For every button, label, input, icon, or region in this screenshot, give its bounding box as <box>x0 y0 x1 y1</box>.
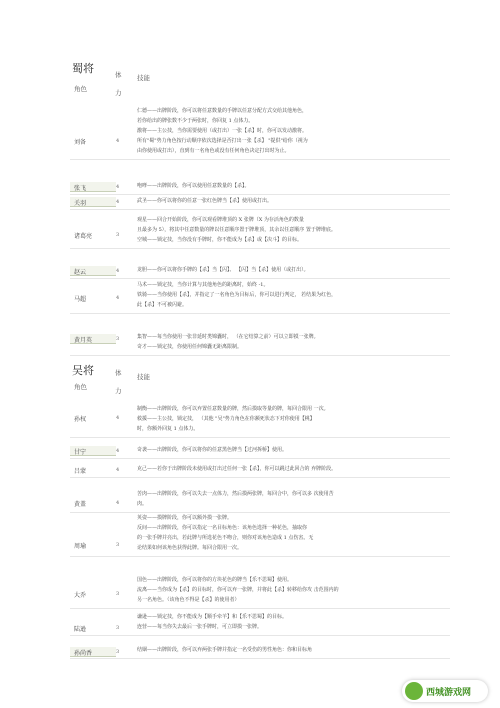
skill-text-line: 谦逊——锁定技，你不能成为【顺手牵羊】和【乐不思蜀】的目标。 <box>137 614 288 620</box>
character-hp: 4 <box>116 138 120 144</box>
column-header-hp-wu-text: 体力 <box>115 369 122 395</box>
character-hp: 3 <box>116 336 120 342</box>
skill-text-line: 流离——当你成为【杀】的目标时，你可以弃一张牌，并将此【杀】转移给你攻 击范围内的 <box>137 587 339 593</box>
row-divider <box>70 658 450 659</box>
logo-text: 西城游戏网 <box>426 688 472 698</box>
skill-text-line: 论结果如何该角色获得此牌。每回合限用一次。 <box>137 545 243 551</box>
character-name: 孙权 <box>74 416 87 423</box>
skill-text-line: 所有"蜀"势力角色按行动顺序依次选择是否打出一张【杀】 "提供"给你（视为 <box>137 138 308 144</box>
skill-text-line: 反间——出牌阶段，你可以指定一名目标角色：该角色选择一种花色，抽取你 <box>137 525 308 531</box>
character-hp: 3 <box>116 649 120 655</box>
character-name: 黄月英 <box>74 337 93 344</box>
row-divider <box>70 458 450 459</box>
character-name: 赵云 <box>74 269 87 276</box>
row-divider <box>70 209 450 210</box>
character-name: 诸葛亮 <box>74 233 93 240</box>
character-name: 吕蒙 <box>74 468 87 475</box>
row-divider <box>70 608 450 609</box>
skill-text-line: 马术——锁定技，当你计算与其他角色的距离时，始终 -1。 <box>137 282 269 288</box>
skill-text-line: 的一张手牌并亮出，若此牌与所选花色不吻合，则你对该角色造成 1 点伤害。无 <box>137 535 314 541</box>
skill-text-line: 肉。 <box>137 501 148 507</box>
character-hp: 4 <box>116 448 120 454</box>
row-divider <box>70 248 450 249</box>
column-header-skill: 技能 <box>137 74 150 82</box>
row-divider <box>70 313 450 314</box>
character-name: 张飞 <box>74 185 87 192</box>
character-hp: 4 <box>116 415 120 421</box>
skill-text-line: 仁德——出牌阶段，你可以将任意数量的手牌以任意分配方式交给其他角色， <box>137 108 308 114</box>
character-name: 陆逊 <box>74 626 87 633</box>
row-divider <box>70 355 450 356</box>
column-header-hp <box>115 66 123 102</box>
site-logo <box>402 680 488 702</box>
character-name: 甘宁 <box>74 449 87 456</box>
skill-text-line: 连营——每当你失去最后一张手牌时，可立即摸一张牌。 <box>137 624 263 630</box>
row-divider <box>70 159 450 160</box>
skill-text-line: 此【杀】不可被闪避。 <box>137 302 188 308</box>
row-divider <box>70 477 450 478</box>
column-header-role-wu: 角色 <box>74 383 87 391</box>
column-header-skill-wu: 技能 <box>137 373 150 381</box>
column-header-role: 角色 <box>74 85 87 93</box>
character-hp: 4 <box>116 500 120 506</box>
character-hp: 3 <box>116 232 120 238</box>
skill-text-line: 咆哮——出牌阶段，你可以使用任意数量的【杀】。 <box>137 183 250 189</box>
skill-text-line: 由你使用或打出），直到有一名角色或没有任何角色决定打出时为止。 <box>137 148 290 154</box>
row-divider <box>70 512 450 513</box>
skill-text-line: 观星——回合开始阶段，你可以观看牌堆顶的 X 张牌（X 为存活角色的数量 <box>137 217 304 223</box>
character-hp: 3 <box>116 625 120 631</box>
skill-text-line: 结姻——出牌阶段，你可以弃两张手牌并指定一名受伤的男性角色：你和目标角 <box>137 647 313 653</box>
skill-text-line: 若你给出的牌张数不少于两张时，你回复 1 点体力。 <box>137 118 254 124</box>
skill-text-line: 奇袭——出牌阶段，你可以将你的任意黑色牌当【过河拆桥】使用。 <box>137 447 288 453</box>
column-header-hp-text: 体力 <box>115 71 122 97</box>
skill-text-line: 龙胆——你可以将你手牌的【杀】当【闪】、 【闪】当【杀】使用（或打出）。 <box>137 267 309 273</box>
character-name: 周瑜 <box>74 543 87 550</box>
row-divider <box>70 194 450 195</box>
skill-text-line: 制衡——出牌阶段，你可以弃置任意数量的牌，然后摸取等量的牌，每回合限用 一次。 <box>137 406 329 412</box>
skill-text-line: 奇才——锁定技，你使用任何锦囊无距离限制。 <box>137 344 243 350</box>
skill-text-line: 空城——锁定技，当你没有手牌时，你不能成为【杀】或【决斗】的目标。 <box>137 237 303 243</box>
character-hp: 3 <box>116 591 120 597</box>
skill-text-line: 且最多为 5），将其中任意数量的牌以任意顺序置于牌堆顶，其余以任意顺序 置于牌堆底。 <box>137 227 336 233</box>
logo-badge-icon <box>405 682 423 700</box>
column-header-hp-wu <box>115 364 123 400</box>
skill-text-line: 英姿——摸牌阶段，你可以额外摸一张牌。 <box>137 515 233 521</box>
skill-text-line: 国色——出牌阶段，你可以将你的方块花色的牌当【乐不思蜀】使用。 <box>137 577 293 583</box>
skill-text-line: 时，你额外回复 1 点体力。 <box>137 426 199 432</box>
character-hp: 4 <box>116 184 120 190</box>
skill-text-line: 集智——每当你使用一张非延时类锦囊时， （在它结算之前）可以立即摸一张牌。 <box>137 334 319 340</box>
character-name: 刘备 <box>74 139 87 146</box>
character-hp: 4 <box>116 295 120 301</box>
row-divider <box>70 437 450 438</box>
skill-text-line: 激将——主公技，当你需要使用（或打出）一张【杀】时，你可以发动激将。 <box>137 128 308 134</box>
character-hp: 4 <box>116 467 120 473</box>
row-divider <box>70 278 450 279</box>
skill-text-line: 铁骑——当你使用【杀】，并指定了一名角色为目标后，你可以进行判定， 若结果为红色， <box>137 292 337 298</box>
row-divider <box>70 635 450 636</box>
skill-text-line: 武圣——你可以将你的任意一张红色牌当【杀】使用或打出。 <box>137 198 273 204</box>
character-name: 马超 <box>74 296 87 303</box>
character-hp: 4 <box>116 199 120 205</box>
character-name: 关羽 <box>74 200 87 207</box>
character-hp: 4 <box>116 268 120 274</box>
row-divider <box>70 556 450 557</box>
character-name: 大乔 <box>74 592 87 599</box>
skill-text-line: 救援——主公技，锁定技， （其他 "吴"势力角色在你濒死状态下对你使用【桃】 <box>137 416 315 422</box>
character-name: 黄盖 <box>74 501 87 508</box>
skill-text-line: 另一名角色。（该角色不得是【杀】的使用者） <box>137 597 240 603</box>
section-title-shu: 蜀将 <box>72 62 94 75</box>
skill-text-line: 克己——若你于出牌阶段未使用或打出过任何一张【杀】，你可以跳过此回合的 弃牌阶段。 <box>137 466 337 472</box>
character-hp: 3 <box>116 542 120 548</box>
section-title-wu: 吴将 <box>72 364 94 377</box>
skill-text-line: 苦肉——出牌阶段，你可以失去一点体力，然后摸两张牌，每回合中，你可以多 次使用苦 <box>137 491 334 497</box>
character-name: 孙尚香 <box>74 650 93 657</box>
